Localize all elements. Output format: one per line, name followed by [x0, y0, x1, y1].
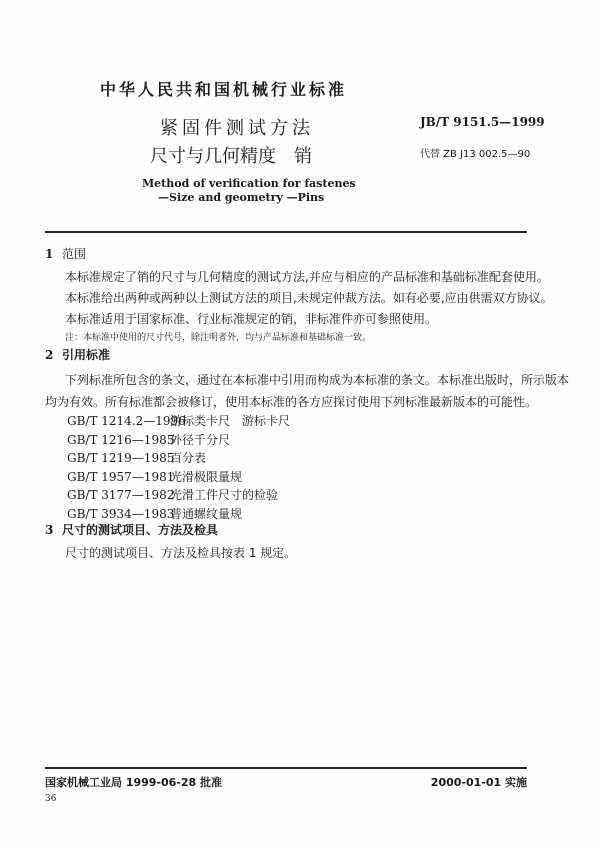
english-title-1: Method of verification for fastenes — [142, 177, 356, 190]
s1-note: 注：本标准中使用的尺寸代号，除注明者外，均与产品标准和基础标准一致。 — [65, 333, 372, 343]
reference-code: GB/T 3177—1982 — [67, 488, 175, 503]
s2-paragraph-line-1: 下列标准所包含的条文，通过在本标准中引用而构成为本标准的条文。本标准出版时，所示版本 — [65, 373, 570, 387]
section-2-title: 引用标准 — [62, 348, 111, 362]
section-3-title: 尺寸的测试项目、方法及检具 — [62, 523, 219, 537]
reference-name: 百分表 — [170, 451, 207, 466]
reference-code: GB/T 1219—1985 — [67, 451, 175, 466]
section-1-title: 范围 — [62, 247, 87, 261]
s3-paragraph: 尺寸的测试项目、方法及检具按表 1 规定。 — [65, 546, 297, 560]
replaces-code: 代替 ZB J13 002.5—90 — [420, 149, 531, 160]
s2-paragraph-line-2: 均为有效。所有标准都会被修订，使用本标准的各方应探讨使用下列标准最新版本的可能性。 — [45, 395, 538, 409]
reference-code: GB/T 3934—1983 — [67, 507, 175, 521]
footer-divider — [45, 767, 527, 769]
reference-code: GB/T 1957—1981 — [67, 469, 175, 484]
reference-name: 外径千分尺 — [170, 432, 231, 447]
page-number: 36 — [45, 794, 57, 804]
reference-name: 光滑极限量规 — [170, 469, 243, 484]
approval-note: 国家机械工业局 1999-06-28 批准 — [45, 776, 223, 789]
standard-code: JB/T 9151.5—1999 — [420, 115, 545, 129]
s1-paragraph-3: 本标准适用于国家标准、行业标准规定的销，非标准件亦可参照使用。 — [65, 312, 438, 326]
section-3-number: 3 — [45, 523, 54, 537]
issuing-org: 中华人民共和国机械行业标准 — [100, 80, 348, 99]
reference-name: 光滑工件尺寸的检验 — [170, 488, 279, 503]
reference-name: 游标类卡尺 游标卡尺 — [170, 414, 291, 428]
english-title-2: —Size and geometry —Pins — [158, 191, 325, 204]
s1-paragraph-2: 本标准给出两种或两种以上测试方法的项目,未规定仲裁方法。如有必要,应由供需双方协议。 — [65, 291, 553, 305]
reference-code: GB/T 1214.2—1996 — [67, 414, 186, 428]
section-1-number: 1 — [45, 247, 54, 261]
section-2-number: 2 — [45, 348, 54, 362]
reference-code: GB/T 1216—1985 — [67, 432, 175, 447]
header-divider — [45, 231, 527, 233]
title-line-1: 紧固件测试方法 — [160, 118, 314, 139]
reference-name: 普通螺纹量规 — [170, 507, 243, 521]
effective-date: 2000-01-01 实施 — [430, 776, 527, 789]
title-line-2: 尺寸与几何精度 销 — [150, 146, 312, 167]
s1-paragraph-1: 本标准规定了销的尺寸与几何精度的测试方法,并应与相应的产品标准和基础标准配套使用。 — [65, 270, 549, 284]
